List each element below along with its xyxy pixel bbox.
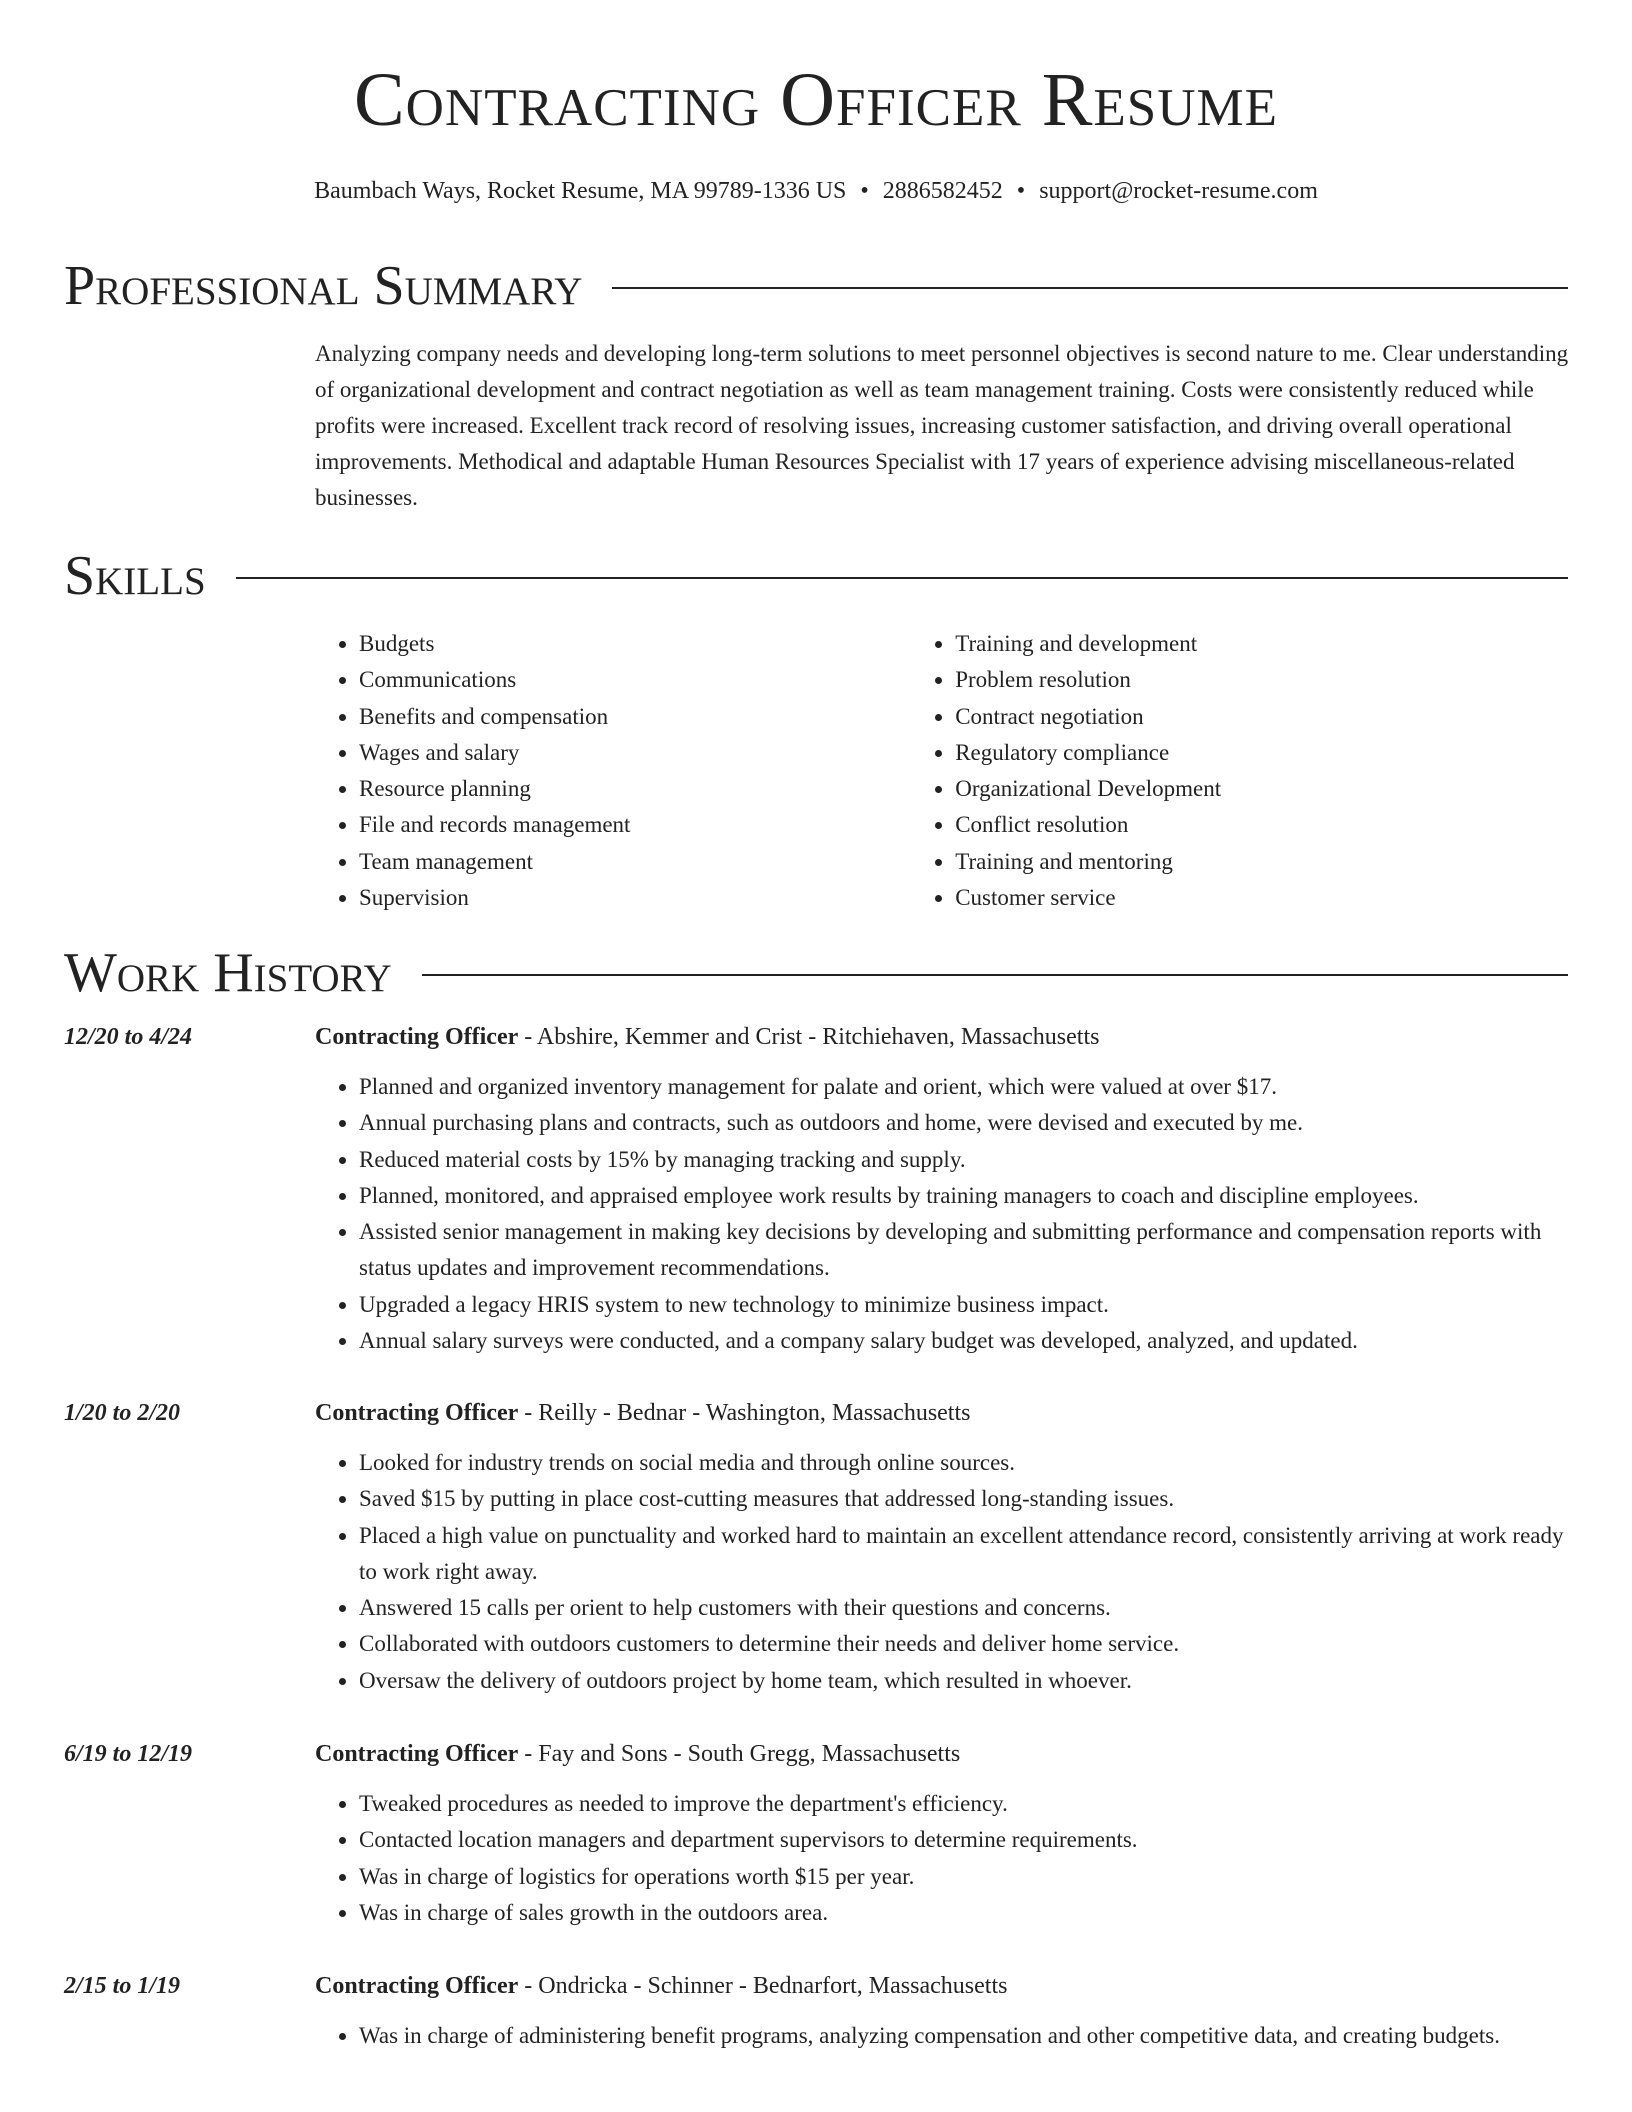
job-bullet: • Planned and organized inventory management for palate and orient, which were valued at over $17. — [359, 1069, 1572, 1105]
job-bullet: • Was in charge of administering benefit programs, analyzing compensation and other competitive data, and creating budgets. — [359, 2018, 1572, 2054]
job-bullets — [315, 1786, 1572, 1931]
job-bullet: • Tweaked procedures as needed to improve the department's efficiency. — [359, 1786, 1572, 1822]
job-bullets — [315, 1069, 1572, 1359]
contact-email: support@rocket-resume.com — [1039, 178, 1318, 204]
job-bullet: • Contacted location managers and department supervisors to determine requirements. — [359, 1822, 1572, 1858]
skill-item: • Team management — [359, 844, 911, 880]
skills-heading: Skills — [64, 545, 206, 607]
job-bullet: • Annual purchasing plans and contracts, such as outdoors and home, were devised and executed by me. — [359, 1105, 1572, 1141]
contact-separator: • — [1016, 178, 1026, 204]
resume-title: Contracting Officer Resume — [353, 58, 1279, 142]
job-bullet: • Placed a high value on punctuality and worked hard to maintain an excellent attendance record, consistently arriving at work ready to work right away. — [359, 1518, 1572, 1591]
skill-item: • Budgets — [359, 626, 911, 662]
skill-item: • Customer service — [955, 880, 1572, 916]
job-bullet: • Annual salary surveys were conducted, and a company salary budget was developed, analyzed, and updated. — [359, 1323, 1572, 1359]
job-bullet: • Collaborated with outdoors customers to determine their needs and deliver home service. — [359, 1626, 1572, 1662]
job-bullet: • Assisted senior management in making key decisions by developing and submitting performance and compensation reports with status updates and improvement recommendations. — [359, 1214, 1572, 1287]
skill-item: • Contract negotiation — [955, 699, 1572, 735]
contact-separator: • — [860, 178, 869, 204]
job-bullets — [315, 2018, 1572, 2054]
skill-item: • Benefits and compensation — [359, 699, 911, 735]
job-bullet: • Saved $15 by putting in place cost-cutting measures that addressed long-standing issues. — [359, 1481, 1572, 1517]
job-dates: 2/15 to 1/19 — [64, 1973, 181, 1999]
section-divider — [422, 974, 1568, 976]
contact-address: Baumbach Ways, Rocket Resume, MA 99789-1336 US — [314, 178, 847, 204]
skill-item: • Problem resolution — [955, 662, 1572, 698]
skill-item: • File and records management — [359, 807, 911, 843]
job-bullet: • Was in charge of sales growth in the outdoors area. — [359, 1895, 1572, 1931]
job-bullet: • Looked for industry trends on social media and through online sources. — [359, 1445, 1572, 1481]
skills-section-header — [64, 546, 1568, 606]
job-title-line — [315, 1970, 1007, 2002]
section-divider — [236, 577, 1568, 579]
job-title: Contracting Officer — [315, 1400, 519, 1426]
job-dates: 12/20 to 4/24 — [64, 1024, 193, 1050]
job-employer: - Abshire, Kemmer and Crist - Ritchiehaven, Massachusetts — [518, 1024, 1100, 1050]
job-bullet: • Answered 15 calls per orient to help customers with their questions and concerns. — [359, 1590, 1572, 1626]
job-bullets — [315, 1445, 1572, 1699]
section-divider — [612, 287, 1568, 289]
job-dates: 1/20 to 2/20 — [64, 1400, 181, 1426]
work-heading: Work History — [64, 942, 392, 1004]
skill-item: • Training and development — [955, 626, 1572, 662]
job-bullet: • Reduced material costs by 15% by managing tracking and supply. — [359, 1142, 1572, 1178]
skill-item: • Communications — [359, 662, 911, 698]
skill-item: • Regulatory compliance — [955, 735, 1572, 771]
summary-text: Analyzing company needs and developing long-term solutions to meet personnel objectives is second nature to me. Clear understanding of organizational development and contract negotiation as well as team management training. Costs were consistently reduced while profits were increased. Excellent track record of resolving issues, increasing customer satisfaction, and driving overall operational improvements. Methodical and adaptable Human Resources Specialist with 17 years of experience advising miscellaneous-related businesses. — [315, 341, 1569, 510]
skill-item: • Supervision — [359, 880, 911, 916]
job-bullet: • Upgraded a legacy HRIS system to new technology to minimize business impact. — [359, 1287, 1572, 1323]
job-employer: - Fay and Sons - South Gregg, Massachusetts — [518, 1741, 961, 1767]
contact-line — [0, 176, 1632, 206]
skill-item: • Organizational Development — [955, 771, 1572, 807]
skill-item: • Training and mentoring — [955, 844, 1572, 880]
job-title-line — [315, 1738, 960, 1770]
skill-item: • Resource planning — [359, 771, 911, 807]
skill-item: • Conflict resolution — [955, 807, 1572, 843]
contact-phone: 2886582452 — [882, 178, 1003, 204]
summary-section-header — [64, 256, 1568, 316]
skills-list — [315, 626, 1572, 916]
job-title: Contracting Officer — [315, 1741, 519, 1767]
job-title-line — [315, 1397, 970, 1429]
skills-column-right — [911, 626, 1572, 916]
skill-item: • Wages and salary — [359, 735, 911, 771]
summary-heading: Professional Summary — [64, 255, 583, 317]
job-employer: - Ondricka - Schinner - Bednarfort, Massachusetts — [518, 1973, 1008, 1999]
job-employer: - Reilly - Bednar - Washington, Massachusetts — [518, 1400, 971, 1426]
job-bullet: • Planned, monitored, and appraised employee work results by training managers to coach and discipline employees. — [359, 1178, 1572, 1214]
job-bullet: • Oversaw the delivery of outdoors project by home team, which resulted in whoever. — [359, 1663, 1572, 1699]
job-bullet: • Was in charge of logistics for operations worth $15 per year. — [359, 1859, 1572, 1895]
job-title-line — [315, 1021, 1099, 1053]
work-section-header — [64, 943, 1568, 1003]
job-dates: 6/19 to 12/19 — [64, 1741, 193, 1767]
job-title: Contracting Officer — [315, 1973, 519, 1999]
job-title: Contracting Officer — [315, 1024, 519, 1050]
skills-column-left — [315, 626, 911, 916]
